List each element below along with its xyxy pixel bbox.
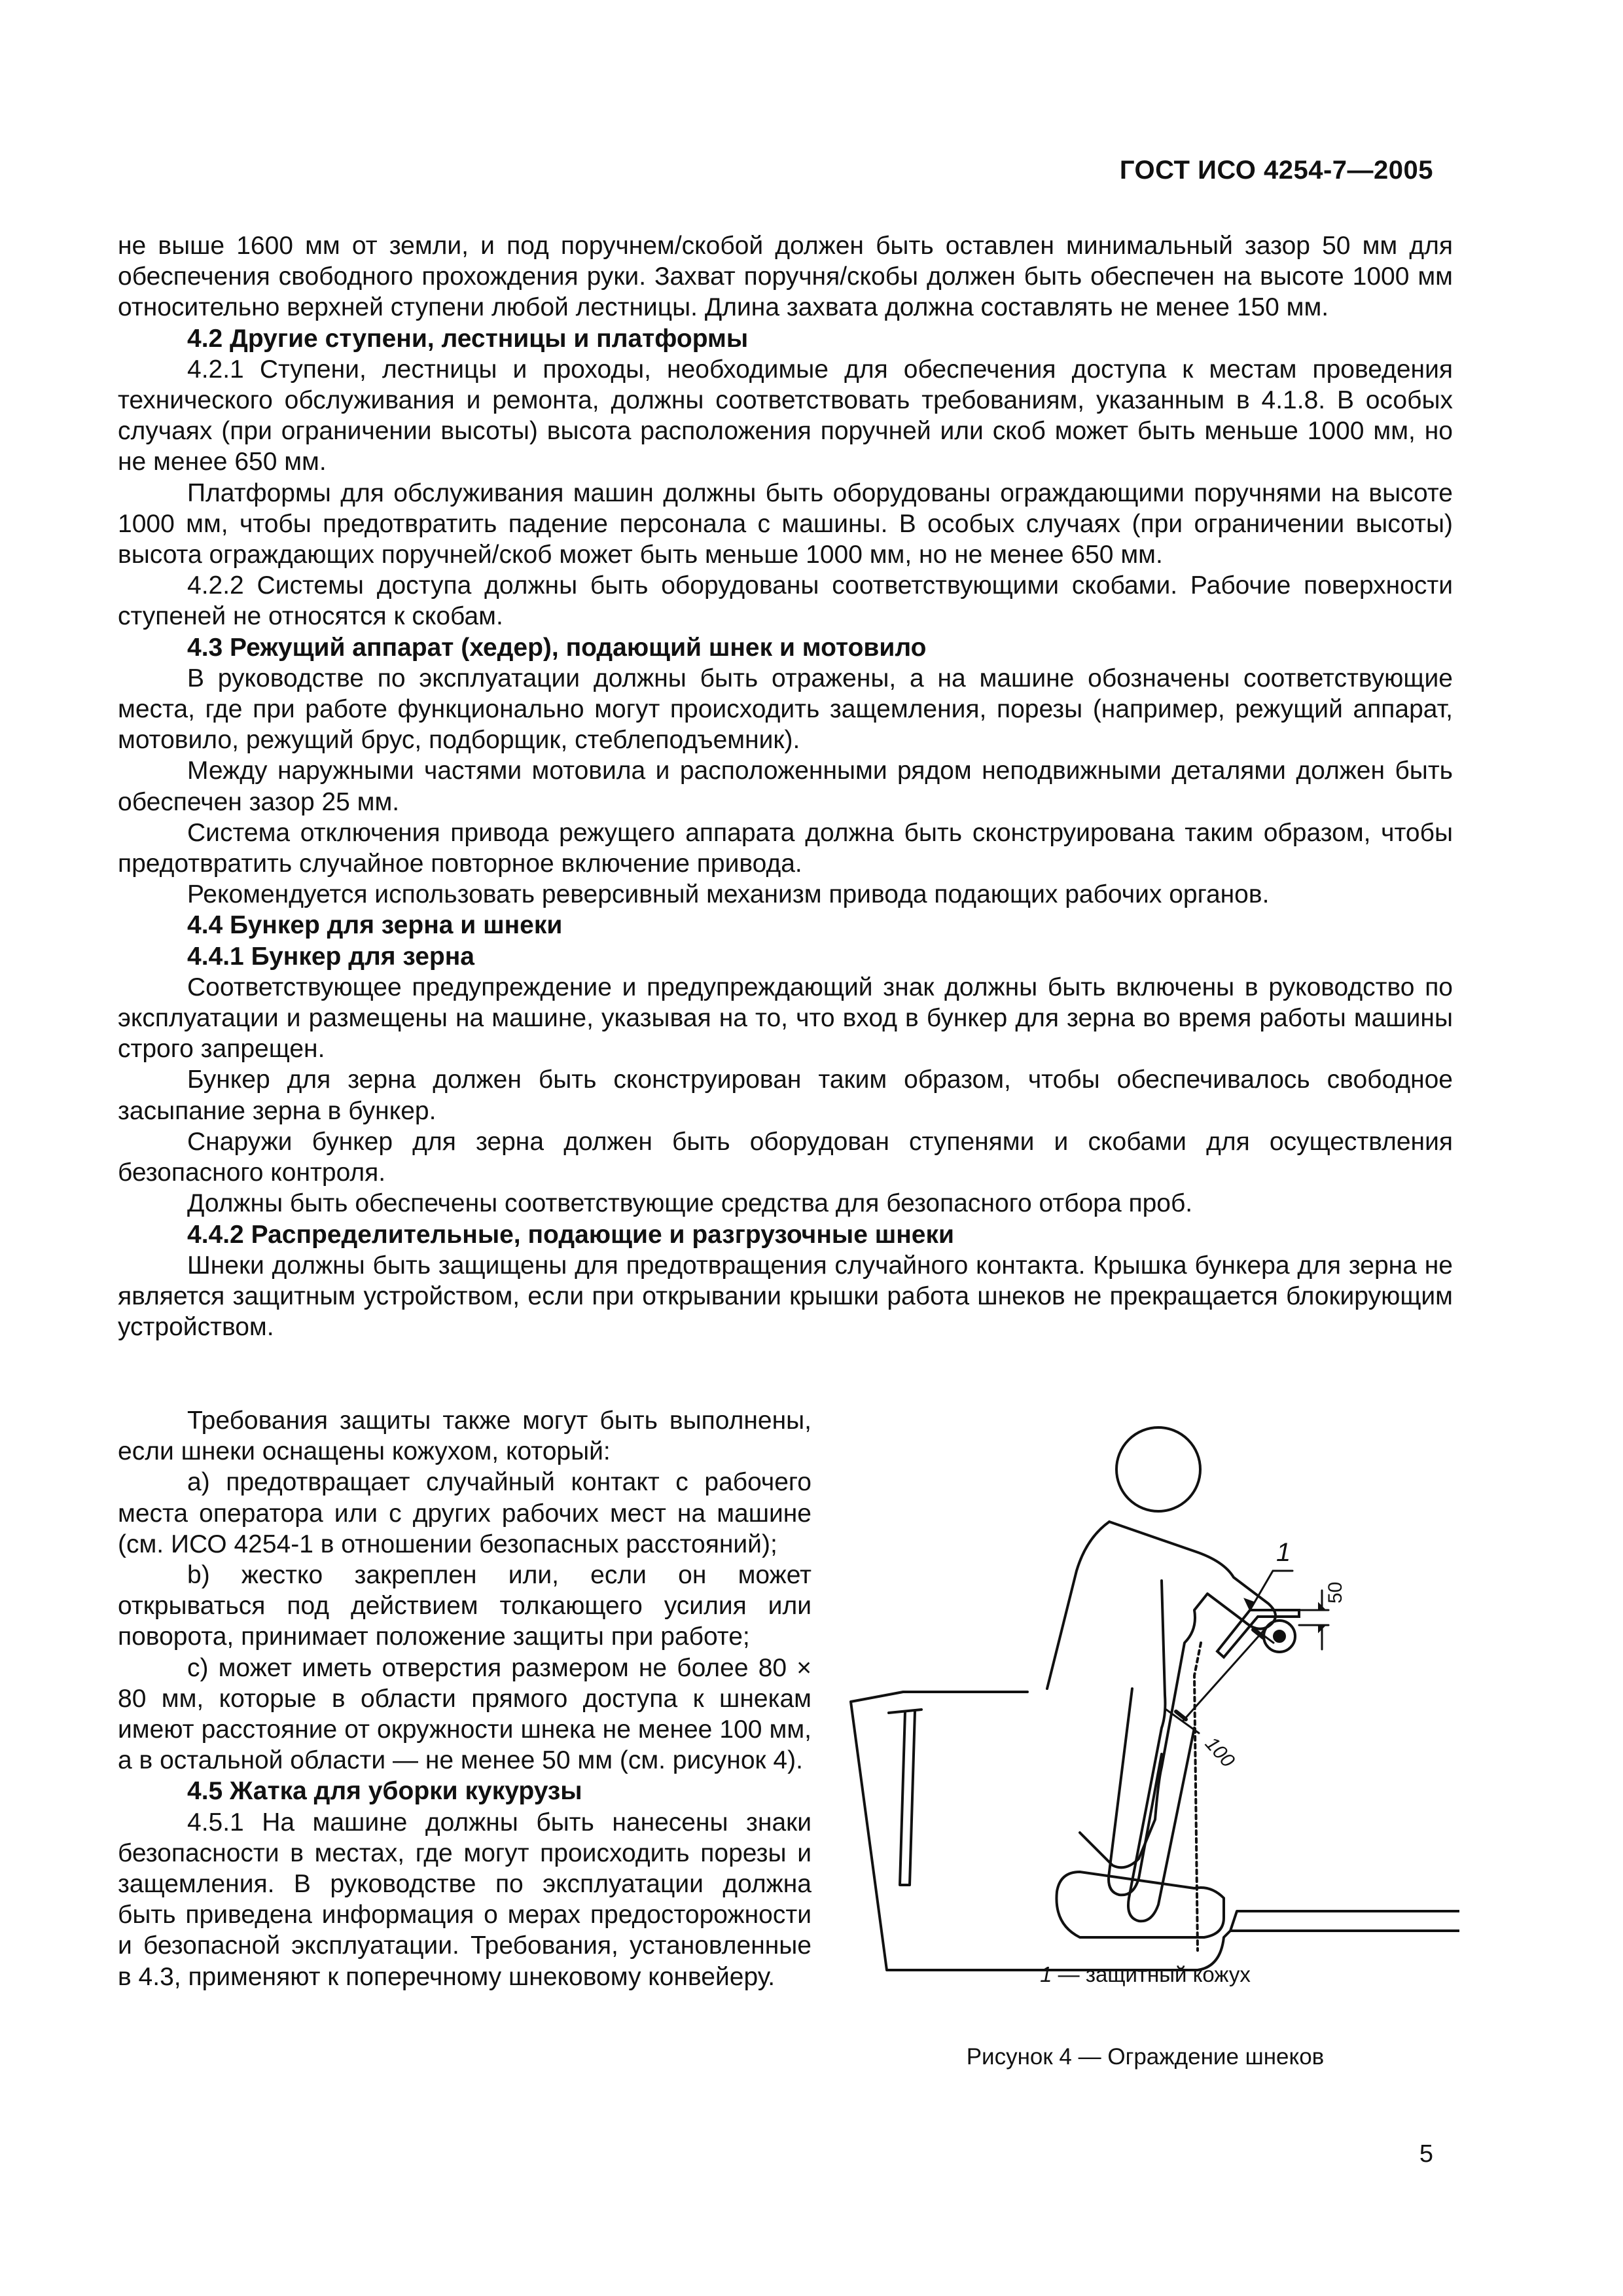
operator-back — [1047, 1522, 1109, 1689]
section-heading: 4.4.2 Распределительные, подающие и разгрузочные шнеки — [187, 1220, 954, 1249]
paragraph: В руководстве по эксплуатации должны быть отражены, а на машине обозначены соответствующие места, где при работе функционально могут происходить защемления, порезы (например, режущий аппарат, мотовило, режущий брус, подборщик, стеблеподъемник). — [118, 664, 1453, 755]
paragraph: не выше 1600 мм от земли, и под поручнем/скобой должен быть оставлен минимальный зазор 50 мм для обеспечения свободного прохождения руки. Захват поручня/скобы должен быть обеспечен на высоте 1000 мм относительно верхней ступени любой лестницы. Длина захвата должна составлять не менее 150 мм. — [118, 232, 1453, 322]
paragraph: Платформы для обслуживания машин должны быть оборудованы ограждающими поручнями на высоте 1000 мм, чтобы предотвратить падение персонала с машины. В особых случаях (при ограничении высоты) высота ограждающих поручней/скоб может быть меньше 1000 мм, но не менее 650 мм. — [118, 478, 1453, 569]
section-heading: 4.2 Другие ступени, лестницы и платформы — [187, 324, 749, 353]
callout-number: 1 — [1276, 1538, 1291, 1567]
page-number: 5 — [1419, 2140, 1433, 2168]
body-text-column — [118, 1405, 812, 1992]
cab-outline — [851, 1692, 1459, 1970]
legend-number: 1 — [1040, 1962, 1052, 1986]
section-heading: 4.4.1 Бункер для зерна — [187, 942, 474, 971]
paragraph: Между наружными частями мотовила и расположенными рядом неподвижными деталями должен быть обеспечен зазор 25 мм. — [118, 757, 1453, 816]
paragraph: 4.2.2 Системы доступа должны быть оборудованы соответствующими скобами. Рабочие поверхности ступеней не относятся к скобам. — [118, 571, 1453, 631]
paragraph: 4.2.1 Ступени, лестницы и проходы, необходимые для обеспечения доступа к местам проведения технического обслуживания и ремонта, должны соответствовать требованиям, указанным в 4.1.8. В особых случаях (при ограничении высоты) высота расположения поручней или скоб может быть меньше 1000 мм, но не менее 650 мм. — [118, 355, 1453, 476]
legend-text: — защитный кожух — [1052, 1962, 1251, 1986]
seat — [1056, 1872, 1224, 1937]
dimension-label-50: 50 — [1325, 1581, 1346, 1604]
paragraph: Должны быть обеспечены соответствующие средства для безопасного отбора проб. — [187, 1189, 1193, 1218]
paragraph: Требования защиты также могут быть выполнены, если шнеки оснащены кожухом, который: — [118, 1407, 812, 1466]
dimension-label-100: 100 — [1200, 1732, 1239, 1772]
body-text-top — [118, 230, 1453, 1342]
paragraph: Бункер для зерна должен быть сконструирован таким образом, чтобы обеспечивалось свободное засыпание зерна в бункер. — [118, 1066, 1453, 1125]
auger-inner-circle — [1274, 1631, 1285, 1641]
section-heading: 4.5 Жатка для уборки кукурузы — [187, 1777, 582, 1806]
figure-auger-guard — [831, 1414, 1459, 1983]
figure-caption: Рисунок 4 — Ограждение шнеков — [966, 2044, 1325, 2070]
paragraph: 4.5.1 На машине должны быть нанесены знаки безопасности в местах, где могут происходить порезы и защемления. В руководстве по эксплуатации должна быть приведена информация о мерах предосторожности и безопасной эксплуатации. Требования, установленные в 4.3, применяют к поперечному шнековому конвейеру. — [118, 1808, 812, 1991]
paragraph: b) жестко закреплен или, если он может открываться под действием толкающего усилия или поворота, принимает положение защиты при работе; — [118, 1561, 812, 1651]
control-lever — [889, 1710, 921, 1885]
document-header: ГОСТ ИСО 4254-7—2005 — [1119, 156, 1433, 185]
paragraph: с) может иметь отверстия размером не более 80 × 80 мм, которые в области прямого доступа к шнекам имеют расстояние от окружности шнека не менее 100 мм, а в остальной области — не менее 50 мм (см. рисунок 4). — [118, 1653, 812, 1775]
figure-legend — [831, 1962, 1459, 1987]
paragraph: Шнеки должны быть защищены для предотвращения случайного контакта. Крышка бункера для зерна не является защитным устройством, если при открывании крышки работа шнеков не прекращается блокирующим устройством. — [118, 1251, 1453, 1342]
section-heading: 4.4 Бункер для зерна и шнеки — [187, 911, 563, 940]
callout-leader — [1250, 1571, 1293, 1610]
paragraph: Рекомендуется использовать реверсивный механизм привода подающих рабочих органов. — [187, 880, 1270, 909]
cab-rear-post — [1194, 1643, 1201, 1950]
paragraph: а) предотвращает случайный контакт с рабочего места оператора или с других рабочих мест на машине (см. ИСО 4254-1 в отношении безопасных расстояний); — [118, 1468, 812, 1558]
operator-head — [1116, 1427, 1200, 1511]
section-heading: 4.3 Режущий аппарат (хедер), подающий шнек и мотовило — [187, 633, 927, 662]
paragraph: Снаружи бункер для зерна должен быть оборудован ступенями и скобами для осуществления безопасного контроля. — [118, 1127, 1453, 1187]
operator-leg-front — [1128, 1581, 1194, 1921]
paragraph: Соответствующее предупреждение и предупреждающий знак должны быть включены в руководство по эксплуатации и размещены на машине, указывая на то, что вход в бункер для зерна во время работы машины строго запрещен. — [118, 973, 1453, 1064]
paragraph: Система отключения привода режущего аппарата должна быть сконструирована таким образом, чтобы предотвратить случайное повторное включение привода. — [118, 818, 1453, 878]
